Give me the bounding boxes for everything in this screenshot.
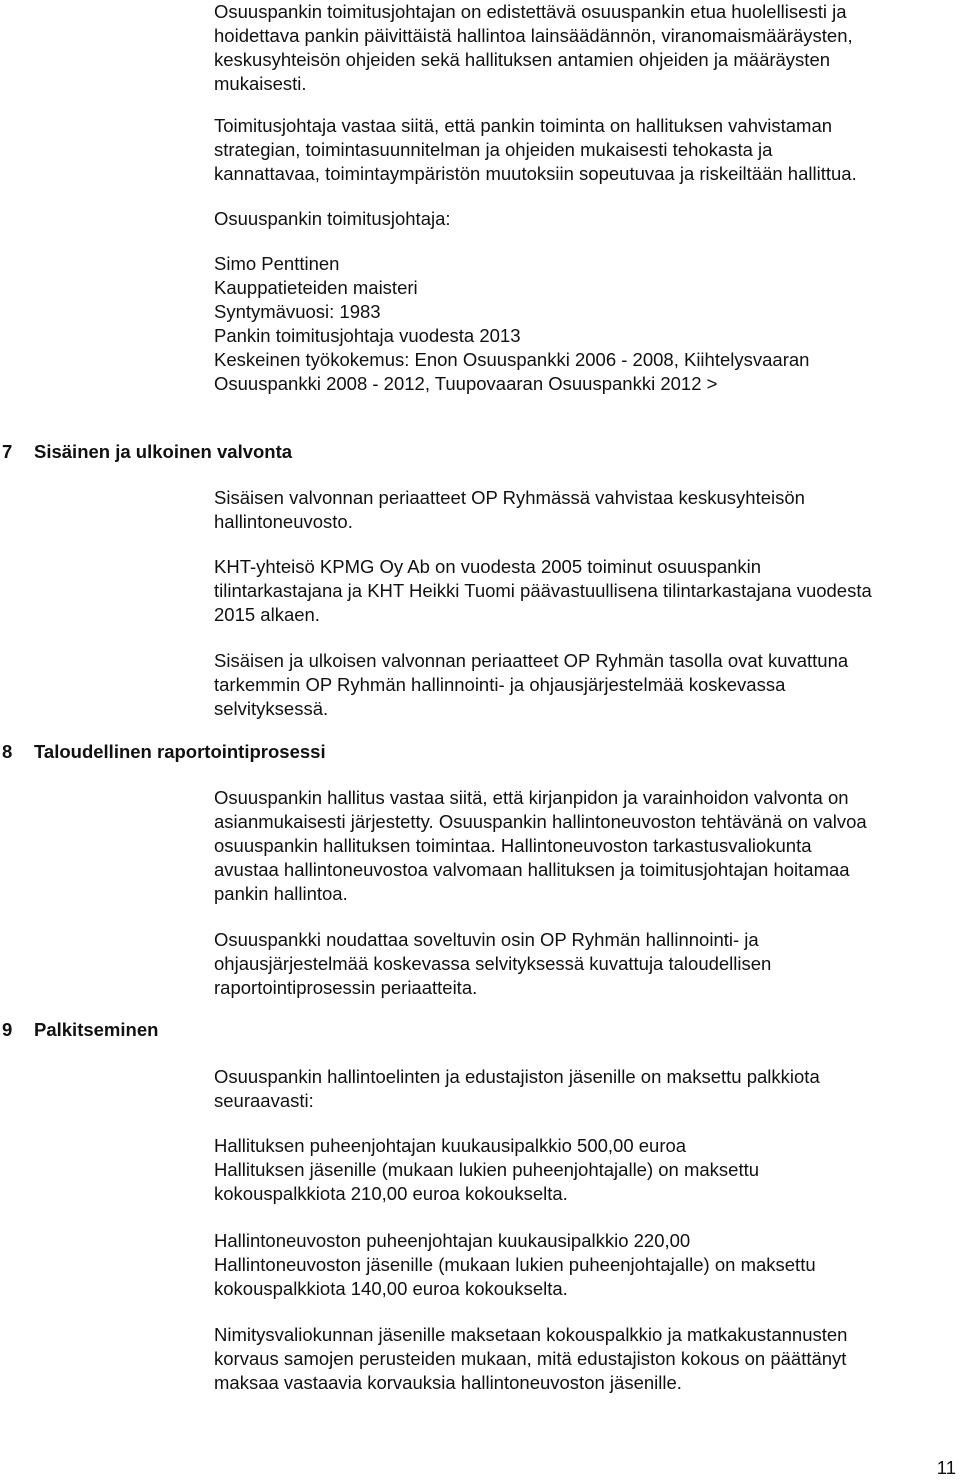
text-line: selvityksessä. (214, 698, 329, 719)
section-number: 9 (2, 1019, 13, 1040)
ceo-heading: Osuuspankin toimitusjohtaja: (214, 208, 451, 229)
text-line: Osuuspankin hallitus vastaa siitä, että kirjanpidon ja varainhoidon valvonta on (214, 787, 849, 808)
text-line: Osuuspankki noudattaa soveltuvin osin OP Ryhmän hallinnointi- ja (214, 929, 759, 950)
section-8-paragraph-1 (214, 786, 956, 906)
text-line: osuuspankin hallituksen toimintaa. Hallintoneuvoston tarkastusvaliokunta (214, 835, 812, 856)
ceo-experience-cont: Osuuspankki 2008 - 2012, Tuupovaaran Osuuspankki 2012 > (214, 373, 718, 394)
text-line: 2015 alkaen. (214, 604, 320, 625)
text-line: Sisäisen ja ulkoisen valvonnan periaatteet OP Ryhmän tasolla ovat kuvattuna (214, 650, 849, 671)
section-9-heading (2, 1018, 158, 1042)
section-8-paragraph-2 (214, 928, 956, 1000)
section-9-paragraph-1 (214, 1065, 956, 1113)
section-title: Sisäinen ja ulkoinen valvonta (34, 441, 293, 462)
text-line: Hallituksen puheenjohtajan kuukausipalkkio 500,00 euroa (214, 1135, 687, 1156)
ceo-duties-paragraph (214, 0, 956, 96)
text-line: hallintoneuvosto. (214, 511, 353, 532)
section-7-paragraph-1 (214, 486, 956, 534)
text-line: ohjausjärjestelmää koskevassa selvityksessä kuvattuja taloudellisen (214, 953, 772, 974)
text-line: kokouspalkkiota 140,00 euroa kokoukselta. (214, 1278, 568, 1299)
text-line: mukaisesti. (214, 73, 307, 94)
text-line: strategian, toimintasuunnitelman ja ohjeiden mukaisesti tehokasta ja (214, 139, 773, 160)
text-line: kannattavaa, toimintaympäristön muutoksiin sopeutuvaa ja riskeiltään hallittua. (214, 163, 857, 184)
text-line: tilintarkastajana ja KHT Heikki Tuomi päävastuullisena tilintarkastajana vuodesta (214, 580, 872, 601)
section-9-paragraph-3 (214, 1229, 956, 1301)
text-line: Nimitysvaliokunnan jäsenille maksetaan kokouspalkkio ja matkakustannusten (214, 1324, 848, 1345)
text-line: korvaus samojen perusteiden mukaan, mitä edustajiston kokous on päättänyt (214, 1348, 847, 1369)
section-7-heading (2, 440, 292, 464)
text-line: hoidettava pankin päivittäistä hallintoa lainsäädännön, viranomaismääräysten, (214, 25, 853, 46)
text-line: asianmukaisesti järjestetty. Osuuspankin hallintoneuvoston tehtävänä on valvoa (214, 811, 867, 832)
text-line: maksaa vastaavia korvauksia hallintoneuvoston jäsenille. (214, 1372, 682, 1393)
text-line: keskusyhteisön ohjeiden sekä hallituksen antamien ohjeiden ja määräysten (214, 49, 831, 70)
text-line: Hallituksen jäsenille (mukaan lukien puheenjohtajalle) on maksettu (214, 1159, 760, 1180)
section-7-paragraph-2 (214, 555, 956, 627)
text-line: tarkemmin OP Ryhmän hallinnointi- ja ohjausjärjestelmää koskevassa (214, 674, 786, 695)
section-number: 8 (2, 741, 13, 762)
text-line: Sisäisen valvonnan periaatteet OP Ryhmässä vahvistaa keskusyhteisön (214, 487, 805, 508)
text-line: pankin hallintoa. (214, 883, 348, 904)
ceo-since: Pankin toimitusjohtaja vuodesta 2013 (214, 325, 521, 346)
text-line: Hallintoneuvoston jäsenille (mukaan lukien puheenjohtajalle) on maksettu (214, 1254, 816, 1275)
text-line: Osuuspankin toimitusjohtajan on edistettävä osuuspankin etua huolellisesti ja (214, 1, 847, 22)
text-line: kokouspalkkiota 210,00 euroa kokoukselta. (214, 1183, 568, 1204)
page-number: 11 (936, 1457, 956, 1478)
ceo-name: Simo Penttinen (214, 253, 340, 274)
text-line: avustaa hallintoneuvostoa valvomaan hallituksen ja toimitusjohtajan hoitamaa (214, 859, 850, 880)
section-7-paragraph-3 (214, 649, 956, 721)
ceo-experience: Keskeinen työkokemus: Enon Osuuspankki 2006 - 2008, Kiihtelysvaaran (214, 349, 810, 370)
text-line: Hallintoneuvoston puheenjohtajan kuukausipalkkio 220,00 (214, 1230, 691, 1251)
section-9-paragraph-2 (214, 1134, 956, 1206)
ceo-info (214, 252, 956, 396)
ceo-birth-year: Syntymävuosi: 1983 (214, 301, 381, 322)
section-title: Palkitseminen (34, 1019, 159, 1040)
section-9-paragraph-4 (214, 1323, 956, 1395)
section-8-heading (2, 740, 326, 764)
section-number: 7 (2, 441, 13, 462)
text-line: seuraavasti: (214, 1090, 314, 1111)
ceo-responsibility-paragraph (214, 114, 956, 186)
ceo-degree: Kauppatieteiden maisteri (214, 277, 418, 298)
text-line: Toimitusjohtaja vastaa siitä, että pankin toiminta on hallituksen vahvistaman (214, 115, 833, 136)
text-line: KHT-yhteisö KPMG Oy Ab on vuodesta 2005 toiminut osuuspankin (214, 556, 762, 577)
text-line: raportointiprosessin periaatteita. (214, 977, 478, 998)
text-line: Osuuspankin hallintoelinten ja edustajiston jäsenille on maksettu palkkiota (214, 1066, 820, 1087)
section-title: Taloudellinen raportointiprosessi (34, 741, 326, 762)
